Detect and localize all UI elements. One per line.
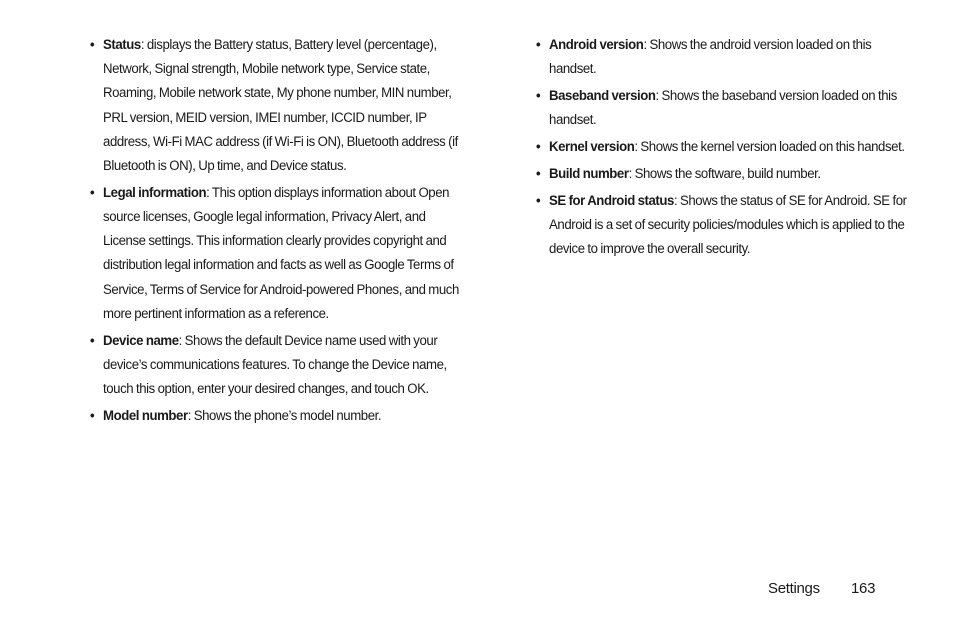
item-term: Baseband version (549, 88, 656, 104)
item-term: Device name (103, 332, 179, 349)
item-description: : Shows the software, build number. (628, 165, 821, 182)
list-item-legal-information (90, 181, 463, 326)
item-term: SE for Android status (549, 192, 674, 209)
item-term: Build number (549, 165, 629, 182)
footer-section-title: Settings (768, 580, 820, 597)
item-description: : displays the Battery status, Battery level (percentage), Network, Signal strength, Mobile network type, Service state, Roaming, Mobile network state, My phone number, MIN number, PRL version, MEID version, IMEI number, ICCID number, IP address, Wi-Fi MAC address (if Wi-Fi is ON), Bluetooth address (if Bluetooth is ON), Up time, and Device status. (103, 37, 458, 175)
list-item-model-number (90, 404, 463, 428)
list-item-baseband-version (536, 84, 911, 132)
list-item-status (90, 33, 463, 178)
bullet-icon: • (536, 88, 541, 104)
list-item-kernel-version (536, 135, 911, 159)
bullet-icon: • (536, 165, 541, 182)
item-term: Model number (103, 407, 188, 424)
item-description: : Shows the baseband version loaded on this handset. (549, 88, 897, 129)
item-term: Kernel version (549, 139, 635, 155)
bullet-icon: • (90, 407, 95, 424)
list-item-android-version (536, 33, 911, 81)
bullet-icon: • (536, 37, 541, 53)
item-description: : This option displays information about Open source licenses, Google legal information, Privacy Alert, and License settings. This information clearly provides copyright and distribution legal information and facts as well as Google Terms of Service, Terms of Service for Android-powered Phones, and much more pertinent information as a reference. (103, 184, 459, 322)
bullet-icon: • (90, 184, 95, 201)
bullet-icon: • (90, 332, 95, 349)
left-column (90, 33, 459, 431)
item-term: Status (103, 37, 141, 53)
list-item-device-name (90, 329, 463, 402)
item-description: : Shows the default Device name used with your device’s communications features. To change the Device name, touch this option, enter your desired changes, and touch OK. (103, 332, 447, 398)
list-item-se-for-android-status (536, 189, 911, 262)
bullet-icon: • (536, 192, 541, 209)
item-term: Android version (549, 37, 644, 53)
item-description: : Shows the status of SE for Android. SE for Android is a set of security policies/modules which is applied to the device to improve the overall security. (549, 192, 907, 257)
item-description: : Shows the phone’s model number. (187, 407, 382, 424)
bullet-icon: • (536, 139, 541, 155)
bullet-icon: • (90, 37, 95, 53)
right-column (536, 33, 907, 264)
list-item-build-number (536, 162, 911, 186)
item-term: Legal information (103, 184, 207, 201)
item-description: : Shows the kernel version loaded on this handset. (634, 139, 905, 155)
page-number: 163 (851, 580, 876, 597)
item-description: : Shows the android version loaded on this handset. (549, 37, 872, 78)
